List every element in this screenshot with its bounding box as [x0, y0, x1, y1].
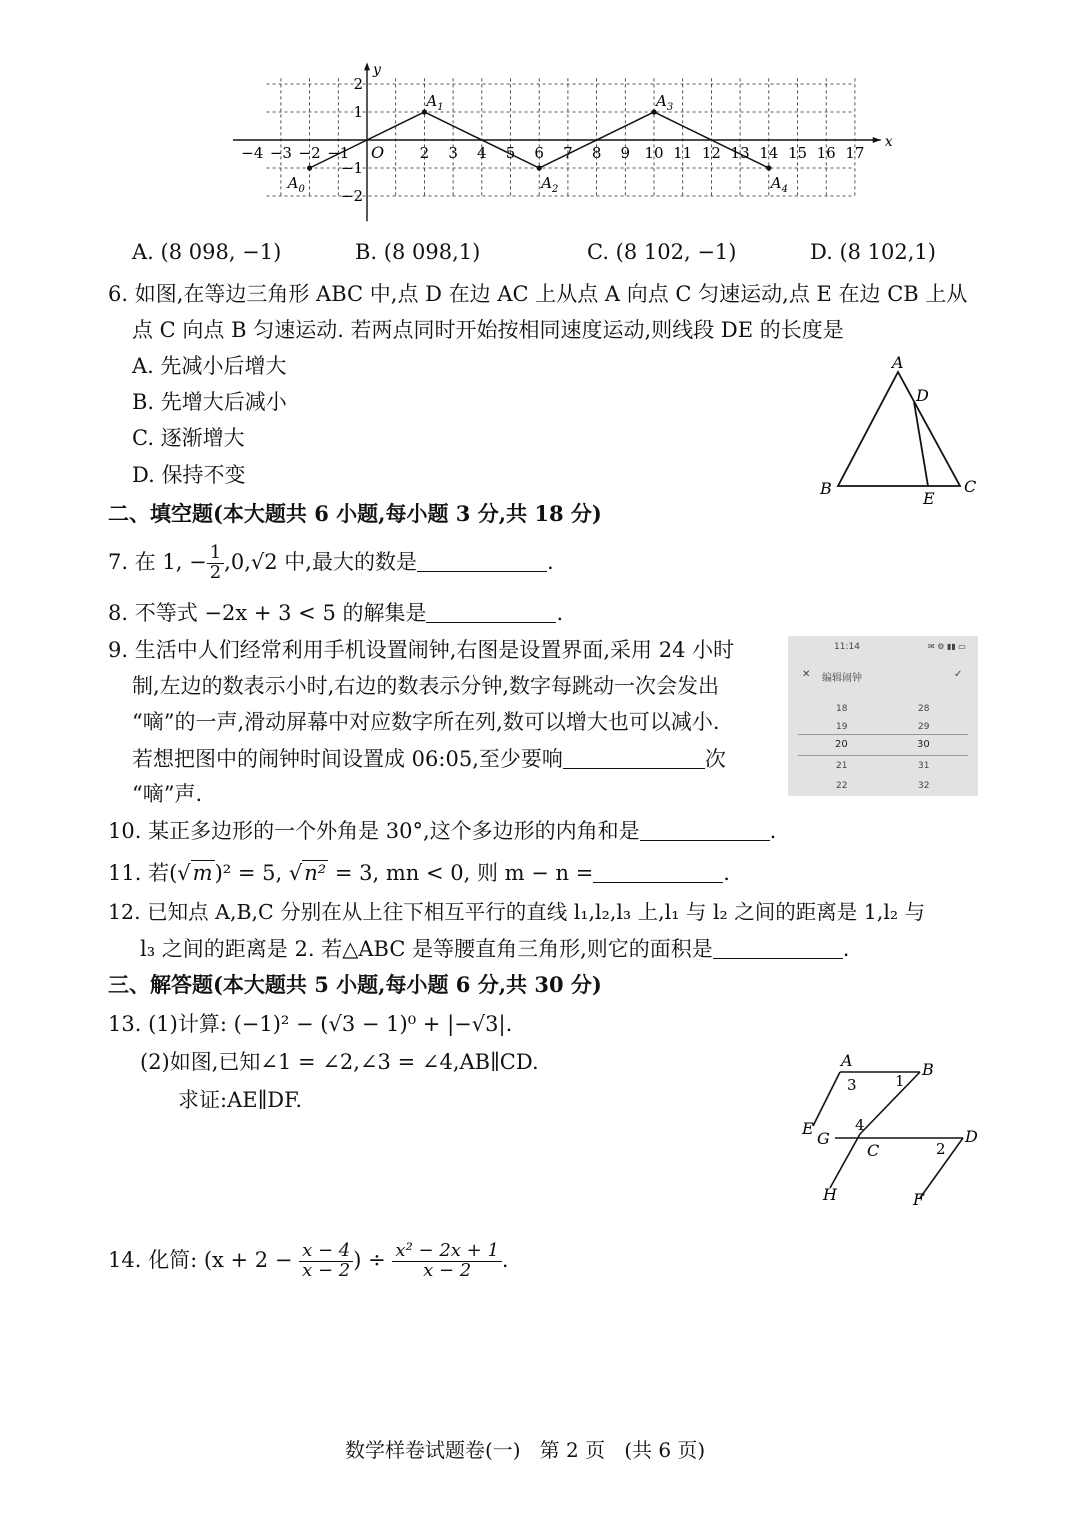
q9-line4 [132, 748, 726, 770]
q12-line2 [140, 938, 849, 960]
q6-option-c: C. 逐渐增大 [132, 426, 245, 450]
fig-label-d: D [965, 1127, 978, 1146]
q14-num2: x² − 2x + 1 [392, 1242, 501, 1262]
x-tick-label: 17 [845, 144, 865, 162]
phone-time: 11:14 [834, 642, 860, 652]
tri-label-b: B [820, 479, 832, 498]
phone-status: ✉ ⚙ ▮▮ ▭ [928, 642, 966, 651]
tri-label-a: A [892, 353, 904, 372]
q9-answer-blank[interactable] [563, 748, 705, 769]
q6-line2: 点 C 向点 B 匀速运动. 若两点同时开始按相同速度运动,则线段 DE 的长度是 [132, 318, 844, 342]
alarm-screenshot [788, 636, 978, 796]
point-a1 [422, 109, 427, 114]
point-label-a2: $A_2$ [541, 174, 559, 195]
q9-line3: “嘀”的一声,滑动屏幕中对应数字所在列,数可以增大也可以减小. [132, 710, 720, 734]
x-tick-label: 2 [419, 144, 430, 162]
hour-22: 22 [836, 781, 848, 791]
q9-line5: “嘀”声. [132, 782, 203, 806]
q12-line1: 12. 已知点 A,B,C 分别在从上往下相互平行的直线 l₁,l₂,l₃ 上,l₁ 与 l₂ 之间的距离是 1,l₂ 与 [108, 900, 926, 924]
q11-mid: )² = 5, [214, 861, 289, 885]
q11-answer-blank[interactable] [593, 862, 723, 883]
q12-end: . [842, 937, 850, 961]
x-axis-label: x [884, 134, 893, 150]
point-label-sub: 4 [781, 184, 789, 195]
minute-29: 29 [918, 722, 930, 732]
x-tick-label: 8 [591, 144, 602, 162]
q14-fraction-2 [392, 1242, 501, 1281]
parallel-lines-figure [795, 1048, 985, 1208]
q14-fraction-1 [299, 1242, 353, 1281]
q6-option-a: A. 先减小后增大 [132, 354, 287, 378]
q5-option-a: A. (8 098, −1) [132, 240, 282, 264]
x-tick-label: 6 [534, 144, 544, 162]
section3-heading: 三、解答题(本大题共 5 小题,每小题 6 分,共 30 分) [108, 972, 602, 997]
y-tick-label: −1 [340, 159, 363, 177]
q14-den2: x − 2 [423, 1260, 472, 1281]
q7-mid: ,0,√2 中,最大的数是 [224, 550, 417, 574]
point-label-a3: $A_3$ [656, 92, 674, 113]
q7-end: . [546, 550, 554, 574]
q5-option-d: D. (8 102,1) [810, 240, 936, 264]
fig-label-h: H [823, 1185, 837, 1204]
y-axis-label: y [373, 62, 381, 78]
coordinate-graph [225, 60, 893, 230]
fig-label-b: B [922, 1060, 934, 1079]
q10 [108, 820, 776, 842]
q10-end: . [769, 819, 777, 843]
q7-num: 1 [207, 544, 224, 564]
fig-label-e: E [802, 1119, 814, 1138]
q9-line4-text: 若想把图中的闹钟时间设置成 06:05,至少要响 [132, 747, 563, 771]
x-tick-label: −2 [298, 144, 321, 162]
q11-mid2: = 3, mn < 0, 则 m − n = [328, 861, 594, 885]
q12-answer-blank[interactable] [713, 938, 843, 959]
x-tick-label: −3 [269, 144, 292, 162]
x-tick-label: 10 [644, 144, 664, 162]
graph-grid [267, 78, 855, 196]
q5-option-c: C. (8 102, −1) [587, 240, 737, 264]
y-axis-arrow [364, 62, 370, 70]
triangle-figure [810, 352, 985, 512]
section2-heading: 二、填空题(本大题共 6 小题,每小题 3 分,共 18 分) [108, 501, 602, 526]
q11-sqrt-m: √m [177, 861, 213, 885]
tri-label-d: D [916, 386, 929, 405]
fig-angle-3: 3 [847, 1076, 857, 1094]
x-tick-label: −4 [241, 144, 264, 162]
phone-check-icon: ✓ [954, 669, 963, 680]
minute-32: 32 [918, 781, 930, 791]
q11-prefix: 11. 若( [108, 861, 178, 885]
hour-21: 21 [836, 761, 848, 771]
q11-n: n² [304, 861, 327, 885]
x-tick-label: 13 [730, 144, 750, 162]
x-tick-label: 7 [563, 144, 573, 162]
q14-den1: x − 2 [302, 1260, 351, 1281]
fig-label-g: G [817, 1129, 830, 1148]
hour-18: 18 [836, 704, 848, 714]
q8-end: . [556, 601, 564, 625]
point-label-a0: $A_0$ [287, 174, 305, 195]
q8-answer-blank[interactable] [426, 602, 556, 623]
q11 [108, 862, 730, 884]
point-label-sub: 0 [298, 184, 305, 195]
point-label-sub: 1 [437, 102, 444, 113]
point-a4 [766, 165, 771, 170]
hour-20-selected: 20 [835, 739, 848, 750]
fig-label-f: F [913, 1190, 925, 1209]
x-tick-label: 14 [759, 144, 779, 162]
point-label-a4: $A_4$ [770, 174, 789, 195]
tri-label-c: C [964, 477, 977, 496]
q11-m: m [192, 861, 213, 885]
x-tick-label: 12 [701, 144, 721, 162]
point-label-sub: 3 [666, 102, 674, 113]
minute-28: 28 [918, 704, 930, 714]
q7-prefix: 7. 在 1, − [108, 550, 207, 574]
q14-prefix: 14. 化简: (x + 2 − [108, 1248, 293, 1272]
phone-close-icon: ✕ [802, 669, 811, 680]
q7 [108, 540, 554, 584]
q9-line2: 制,左边的数表示小时,右边的数表示分钟,数字每跳动一次会发出 [132, 674, 720, 698]
q9-after-blank: 次 [704, 747, 726, 771]
q7-answer-blank[interactable] [417, 551, 547, 572]
q8 [108, 602, 563, 624]
q13-part1: 13. (1)计算: (−1)² − (√3 − 1)⁰ + |−√3|. [108, 1012, 513, 1036]
q13-prove: 求证:AE∥DF. [178, 1088, 303, 1112]
graph-labels [241, 62, 893, 205]
q14-mid: ) ÷ [353, 1248, 386, 1272]
q8-text: 8. 不等式 −2x + 3 < 5 的解集是 [108, 601, 427, 625]
y-tick-label: 2 [353, 75, 363, 93]
q6-option-d: D. 保持不变 [132, 463, 246, 487]
y-tick-label: 1 [353, 103, 363, 121]
q10-answer-blank[interactable] [640, 820, 770, 841]
page-footer: 数学样卷试题卷(一) 第 2 页 (共 6 页) [345, 1438, 706, 1462]
y-tick-label: −2 [340, 187, 363, 205]
x-tick-label: 11 [673, 144, 693, 162]
fig-angle-1: 1 [895, 1072, 905, 1090]
q6-option-b: B. 先增大后减小 [132, 390, 287, 414]
fig-label-a: A [841, 1051, 853, 1070]
q13-part2: (2)如图,已知∠1 = ∠2,∠3 = ∠4,AB∥CD. [140, 1050, 539, 1074]
q11-end: . [723, 861, 730, 885]
point-a2 [537, 165, 542, 170]
x-axis-arrow [873, 137, 881, 143]
x-tick-label: 3 [448, 144, 458, 162]
fig-angle-4: 4 [855, 1116, 865, 1134]
point-label-sub: 2 [552, 184, 559, 195]
q7-fraction [207, 544, 224, 583]
phone-title: 编辑闹钟 [822, 673, 862, 684]
minute-30-selected: 30 [917, 739, 930, 750]
origin-label: O [371, 143, 385, 162]
x-tick-label: 4 [477, 144, 487, 162]
graph-axes [233, 62, 881, 221]
q14 [108, 1236, 509, 1284]
point-a3 [651, 109, 656, 114]
point-a0 [307, 165, 312, 170]
x-tick-label: 5 [505, 144, 516, 162]
q7-den: 2 [209, 562, 222, 583]
q11-sqrt-n: √n² [288, 861, 327, 885]
x-tick-label: 16 [816, 144, 836, 162]
q10-text: 10. 某正多边形的一个外角是 30°,这个多边形的内角和是 [108, 819, 640, 843]
minute-31: 31 [918, 761, 930, 771]
q14-end: . [501, 1248, 509, 1272]
point-label-a1: $A_1$ [426, 92, 444, 113]
q6-line1: 6. 如图,在等边三角形 ABC 中,点 D 在边 AC 上从点 A 向点 C 匀速运动,点 E 在边 CB 上从 [108, 282, 968, 306]
hour-19: 19 [836, 722, 848, 732]
q5-option-b: B. (8 098,1) [355, 240, 481, 264]
q14-num1: x − 4 [299, 1242, 353, 1262]
x-tick-label: 15 [787, 144, 808, 162]
q9-line1: 9. 生活中人们经常利用手机设置闹钟,右图是设置界面,采用 24 小时 [108, 638, 735, 662]
q12-line2-text: l₃ 之间的距离是 2. 若△ABC 是等腰直角三角形,则它的面积是 [140, 937, 713, 961]
x-tick-label: −1 [327, 144, 350, 162]
tri-label-e: E [923, 489, 935, 508]
fig-label-c: C [867, 1141, 880, 1160]
fig-angle-2: 2 [936, 1140, 946, 1158]
x-tick-label: 9 [620, 144, 631, 162]
